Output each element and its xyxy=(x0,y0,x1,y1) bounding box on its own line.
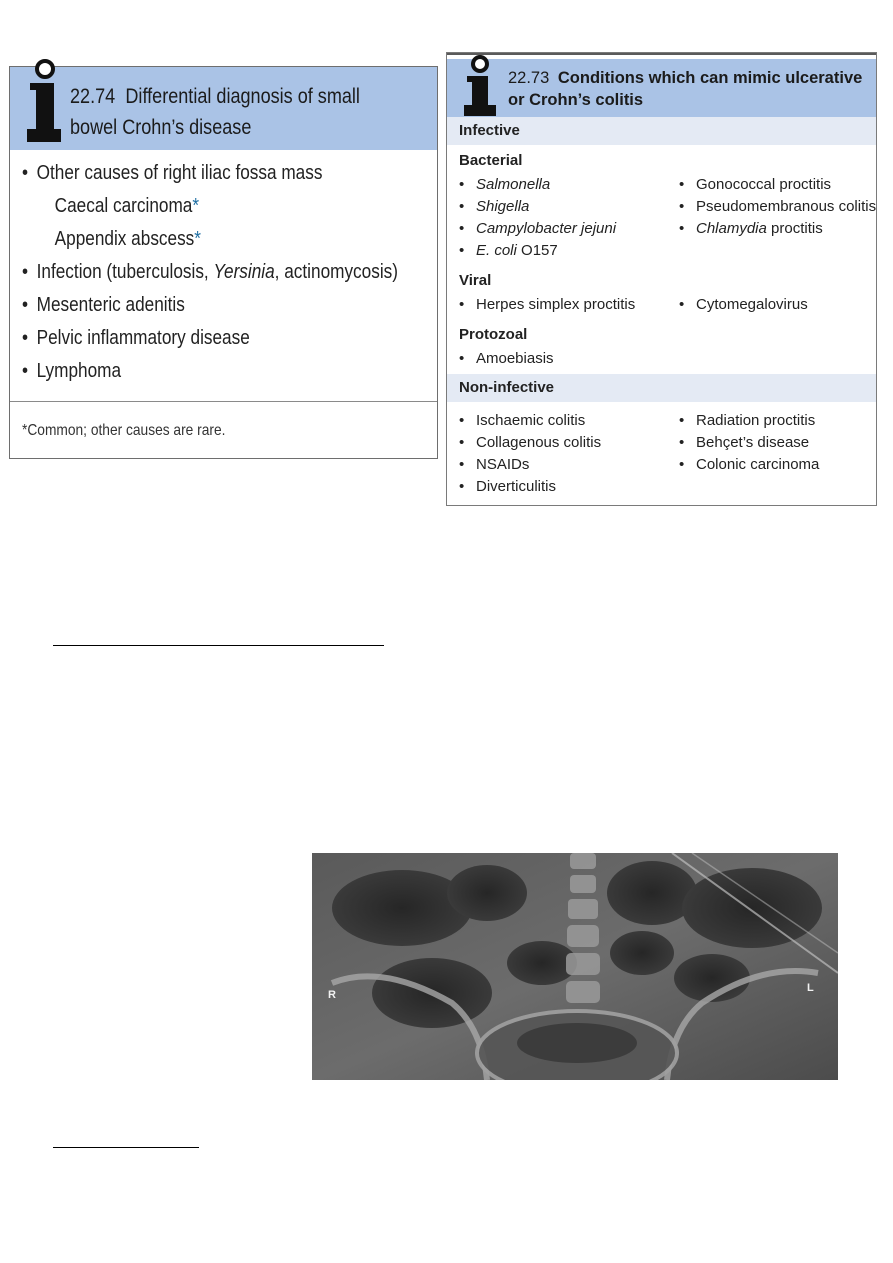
differential-list xyxy=(22,157,432,388)
list-item: • Pseudomembranous colitis xyxy=(679,198,877,215)
list-item: • Campylobacter jejuni xyxy=(459,220,617,237)
subhead-bacterial: Bacterial xyxy=(459,152,523,169)
heading-underline xyxy=(53,645,384,646)
footnote: *Common; other causes are rare. xyxy=(22,422,226,439)
list-item: • E. coli O157 xyxy=(459,242,558,259)
list-item: • Other causes of right iliac fossa mass xyxy=(22,162,323,184)
list-item: • Colonic carcinoma xyxy=(679,456,820,473)
list-item: • Salmonella xyxy=(459,176,551,193)
list-item: • Mesenteric adenitis xyxy=(22,294,185,316)
section-header-non-infective: Non-infective xyxy=(447,374,876,402)
info-icon xyxy=(462,55,498,117)
table-box-22-73 xyxy=(446,52,877,506)
list-item: Caecal carcinoma* xyxy=(54,195,200,217)
box-title-text: Differential diagnosis of small bowel Crohn’s disease xyxy=(70,85,360,139)
box-title xyxy=(70,81,371,143)
list-item: • Pelvic inflammatory disease xyxy=(22,327,250,349)
table-box-22-74 xyxy=(9,66,438,459)
box-number: 22.73 xyxy=(508,69,550,87)
list-item: • Gonococcal proctitis xyxy=(679,176,832,193)
box-title xyxy=(508,67,878,111)
info-icon xyxy=(24,59,64,151)
list-item: • Diverticulitis xyxy=(459,478,557,495)
heading-underline xyxy=(53,1147,199,1148)
list-item: • Herpes simplex proctitis xyxy=(459,296,636,313)
list-item: • Amoebiasis xyxy=(459,350,554,367)
box-title-text: Conditions which can mimic ulcerative or Crohn’s colitis xyxy=(508,69,863,109)
subhead-viral: Viral xyxy=(459,272,492,289)
abdominal-xray-image xyxy=(312,853,838,1080)
subhead-protozoal: Protozoal xyxy=(459,326,528,343)
xray-marker-right: R xyxy=(328,989,336,1001)
list-item: • Chlamydia proctitis xyxy=(679,220,823,237)
list-item: Appendix abscess* xyxy=(54,228,201,250)
list-item: • Infection (tuberculosis, Yersinia, actinomycosis) xyxy=(22,261,398,283)
xray-drawing xyxy=(312,853,838,1080)
list-item: • NSAIDs xyxy=(459,456,530,473)
list-item: • Lymphoma xyxy=(22,360,122,382)
xray-marker-left: L xyxy=(807,982,814,994)
list-item: • Ischaemic colitis xyxy=(459,412,586,429)
list-item: • Radiation proctitis xyxy=(679,412,816,429)
list-item: • Behçet’s disease xyxy=(679,434,810,451)
divider xyxy=(10,401,437,402)
divider xyxy=(447,53,876,55)
box-number: 22.74 xyxy=(70,85,116,108)
list-item: • Shigella xyxy=(459,198,530,215)
section-header-infective: Infective xyxy=(447,117,876,145)
list-item: • Collagenous colitis xyxy=(459,434,602,451)
list-item: • Cytomegalovirus xyxy=(679,296,808,313)
